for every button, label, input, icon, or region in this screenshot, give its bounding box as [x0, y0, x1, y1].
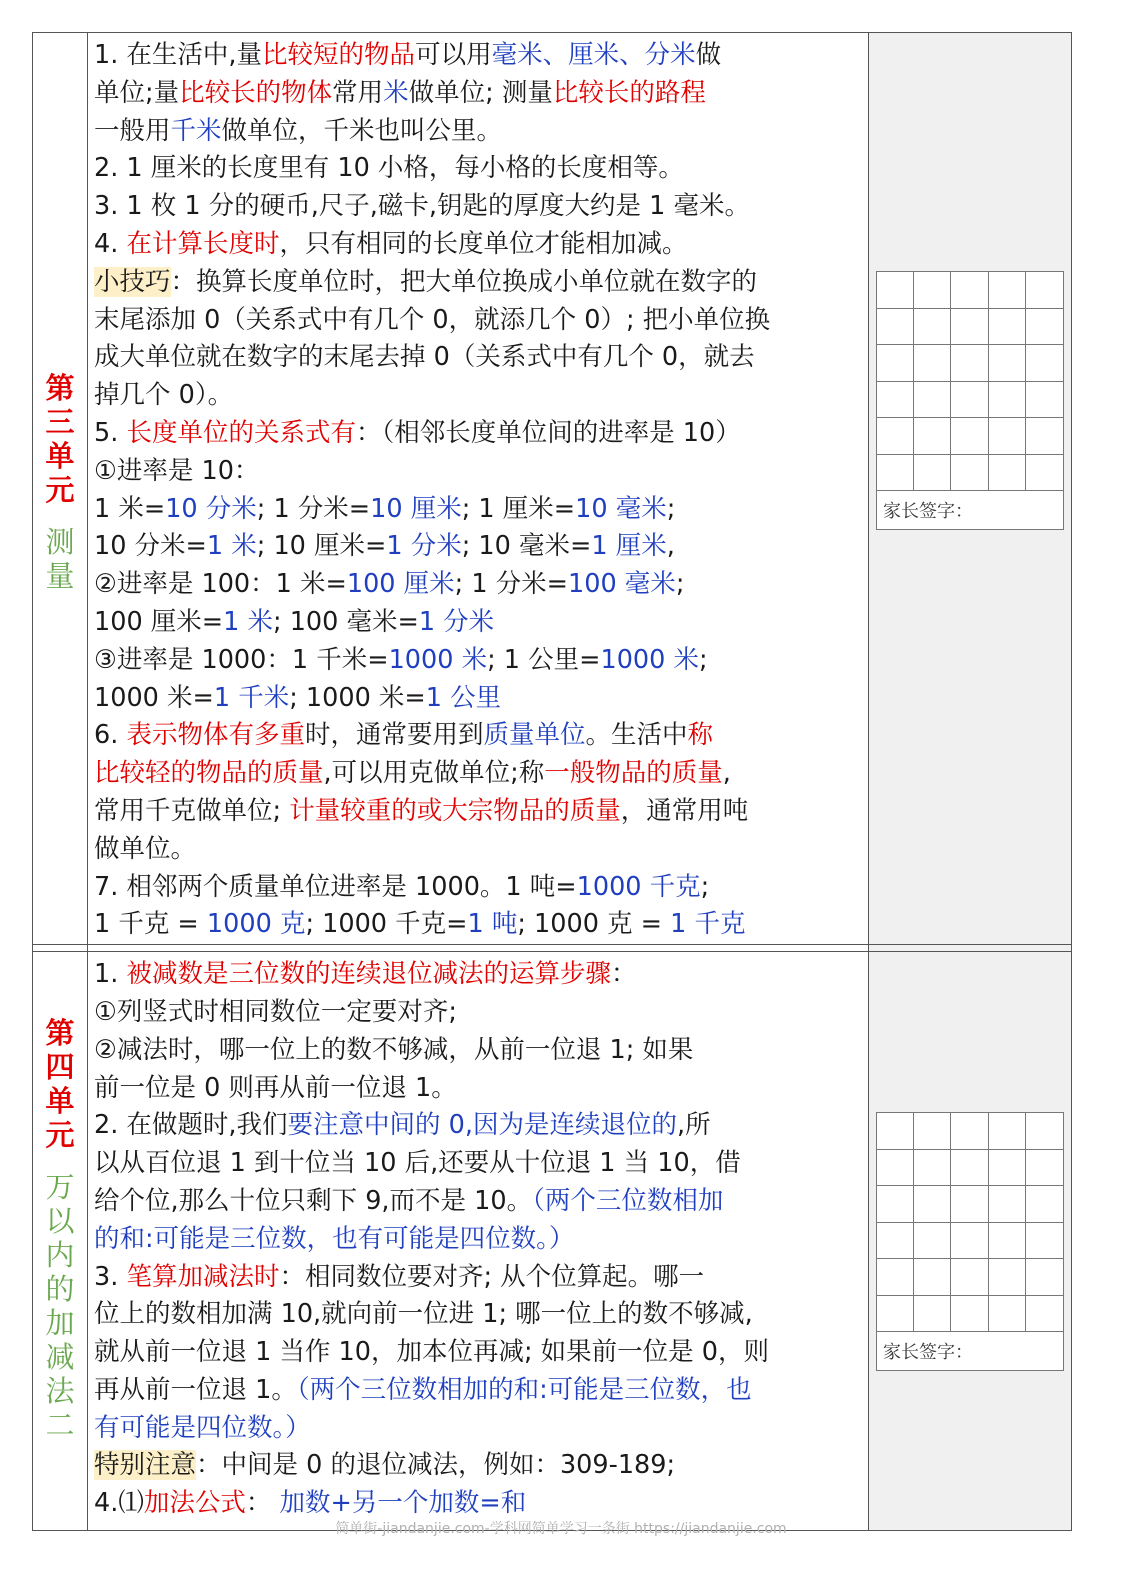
- text-line: [94, 188, 862, 226]
- text-line: [94, 906, 862, 944]
- text-segment: 4.: [94, 228, 127, 259]
- value-phrase: 10 毫米: [575, 493, 667, 524]
- grid-cell[interactable]: [1026, 272, 1063, 309]
- text-segment: 1 米=: [94, 493, 166, 524]
- grid-cell[interactable]: [989, 382, 1026, 419]
- text-line: [94, 1410, 862, 1448]
- value-phrase: 1000 克: [206, 909, 306, 940]
- section-unit-3: [33, 33, 1072, 945]
- value-phrase: （两个三位数相加: [532, 1185, 724, 1216]
- grid-cell[interactable]: [989, 418, 1026, 455]
- unit-title-char: 四: [45, 1050, 75, 1085]
- text-line: [94, 1107, 862, 1145]
- value-phrase: 要注意中间的 0,因为是连续退位的: [287, 1110, 677, 1141]
- grid-cell[interactable]: [877, 1296, 914, 1333]
- text-segment: ;: [700, 871, 710, 902]
- grid-cell[interactable]: [951, 345, 988, 382]
- text-line: [94, 1070, 862, 1108]
- text-segment: 做单位; 测量: [408, 77, 553, 108]
- text-segment: 末尾添加 0（关系式中有几个 0，就添几个 0）; 把小单位换: [94, 304, 771, 335]
- grid-cell[interactable]: [877, 345, 914, 382]
- text-line: [94, 566, 862, 604]
- text-segment: 做单位。: [94, 833, 197, 864]
- key-phrase: 比较长的物体: [179, 77, 333, 108]
- text-segment: 常用千克做单位;: [94, 795, 290, 826]
- grid-cell[interactable]: [877, 1259, 914, 1296]
- text-segment: ; 1 公里=: [487, 644, 601, 675]
- grid-cell[interactable]: [951, 1113, 988, 1150]
- unit-label-cell: [33, 952, 88, 1531]
- value-phrase: 毫米、厘米、分米: [491, 40, 696, 70]
- value-phrase: 米: [383, 77, 409, 108]
- text-line: [94, 264, 862, 302]
- unit-subtitle-char: 加: [45, 1306, 75, 1341]
- grid-cell[interactable]: [914, 272, 951, 309]
- key-phrase: 被减数是三位数的连续退位减法的运算步骤: [126, 959, 611, 990]
- grid-cell[interactable]: [951, 1296, 988, 1333]
- text-segment: 10 分米=: [94, 531, 207, 562]
- unit-label-cell: [33, 33, 88, 945]
- content-text: [88, 952, 868, 1523]
- grid-cell[interactable]: [951, 418, 988, 455]
- text-segment: ;: [675, 569, 685, 600]
- text-segment: ; 1000 克 =: [517, 909, 671, 940]
- text-line: [94, 717, 862, 755]
- grid-cell[interactable]: [914, 309, 951, 346]
- unit-subtitle-char: 二: [45, 1408, 75, 1443]
- unit-subtitle-char: 减: [45, 1340, 75, 1375]
- text-segment: 可以用: [415, 40, 492, 70]
- text-segment: 以从百位退 1 到十位当 10 后,还要从十位退 1 当 10，借: [94, 1148, 741, 1179]
- unit-title-char: 元: [45, 473, 75, 507]
- text-segment: 2. 1 厘米的长度里有 10 小格，每小格的长度相等。: [94, 153, 684, 184]
- value-phrase: 100 毫米: [568, 569, 676, 600]
- text-line: [94, 150, 862, 188]
- grid-cell[interactable]: [989, 1259, 1026, 1296]
- text-line: [94, 226, 862, 264]
- grid-cell[interactable]: [951, 382, 988, 419]
- text-segment: ;: [699, 644, 708, 675]
- grid-cell[interactable]: [989, 1150, 1026, 1187]
- text-segment: 时，通常要用到: [304, 720, 484, 751]
- value-phrase: 千米: [170, 115, 222, 146]
- grid-cell[interactable]: [1026, 1259, 1063, 1296]
- text-segment: 3.: [94, 1261, 127, 1292]
- unit-subtitle-char: 的: [45, 1272, 75, 1307]
- content-text: [88, 33, 868, 944]
- grid-cell[interactable]: [1026, 1113, 1063, 1150]
- key-phrase: 比较长的路程: [552, 77, 706, 108]
- grid-cell[interactable]: [951, 272, 988, 309]
- grid-cell[interactable]: [1026, 455, 1063, 492]
- key-phrase: 比较短的物品: [262, 40, 416, 70]
- practice-grid-box: [876, 1112, 1064, 1371]
- text-segment: 给个位,那么十位只剩下 9,而不是 10。: [94, 1185, 533, 1216]
- grid-cell[interactable]: [951, 1186, 988, 1223]
- text-segment: ,: [722, 758, 731, 789]
- text-segment: ; 1 厘米=: [461, 493, 576, 524]
- grid-cell[interactable]: [914, 345, 951, 382]
- text-segment: 100 厘米=: [94, 606, 224, 637]
- text-segment: 常用: [332, 77, 384, 108]
- parent-signature-label: 家长签字：: [883, 1342, 973, 1364]
- text-segment: ,可以用克做单位;称: [323, 758, 545, 789]
- grid-cell[interactable]: [914, 1150, 951, 1187]
- text-line: [94, 339, 862, 377]
- text-segment: 位上的数相加满 10,就向前一位进 1; 哪一位上的数不够减,: [94, 1299, 753, 1330]
- text-line: [94, 528, 862, 566]
- grid-cell[interactable]: [877, 272, 914, 309]
- grid-cell[interactable]: [1026, 345, 1063, 382]
- value-phrase: 1 千克: [670, 909, 746, 940]
- value-phrase: 1000 千克: [576, 871, 701, 902]
- grid-cell[interactable]: [914, 418, 951, 455]
- grid-cell[interactable]: [989, 1186, 1026, 1223]
- unit-subtitle: [33, 1170, 87, 1442]
- key-phrase: 比较轻的物品的质量: [94, 758, 324, 789]
- text-segment: 再从前一位退 1。: [94, 1374, 297, 1405]
- text-segment: 做: [695, 40, 722, 70]
- text-segment: 成大单位就在数字的末尾去掉 0（关系式中有几个 0，就去: [94, 342, 755, 373]
- grid-cell[interactable]: [1026, 418, 1063, 455]
- unit-subtitle-char: 测: [45, 525, 75, 559]
- text-segment: ; 1000 千克=: [305, 909, 468, 940]
- text-line: [94, 1145, 862, 1183]
- text-segment: 6.: [94, 720, 127, 751]
- value-phrase: 1000 米: [388, 644, 488, 675]
- grid-cell[interactable]: [914, 1296, 951, 1333]
- grid-cell[interactable]: [989, 345, 1026, 382]
- grid-cell[interactable]: [951, 1259, 988, 1296]
- key-phrase: 加法公式: [143, 1488, 246, 1519]
- text-line: [94, 869, 862, 907]
- value-phrase: 1 吨: [467, 909, 518, 940]
- grid-cell[interactable]: [951, 1150, 988, 1187]
- text-segment: 7. 相邻两个质量单位进率是 1000。1 吨=: [94, 871, 577, 902]
- grid-cell[interactable]: [989, 1223, 1026, 1260]
- grid-cell[interactable]: [1026, 1186, 1063, 1223]
- text-line: [94, 994, 862, 1032]
- highlight-label: 特别注意: [94, 1450, 197, 1481]
- value-phrase: 10 分米: [165, 493, 257, 524]
- text-segment: ; 1 分米=: [454, 569, 569, 600]
- value-phrase: 1 米: [223, 606, 273, 637]
- unit-title-char: 第: [45, 1016, 75, 1051]
- text-line: [94, 604, 862, 642]
- text-segment: ;: [666, 493, 676, 524]
- content-cell: [88, 952, 869, 1531]
- text-segment: ①列竖式时相同数位一定要对齐;: [94, 996, 457, 1027]
- grid-cell[interactable]: [914, 382, 951, 419]
- value-phrase: （两个三位数相加的和:可能是三位数，也: [296, 1374, 752, 1405]
- text-segment: ③进率是 1000：1 千米=: [94, 644, 389, 675]
- text-segment: ; 1000 米=: [289, 682, 426, 713]
- text-segment: 5.: [94, 417, 127, 448]
- grid-cell[interactable]: [877, 309, 914, 346]
- text-line: [94, 491, 862, 529]
- key-phrase: 在计算长度时: [126, 228, 280, 259]
- grid-cell[interactable]: [951, 309, 988, 346]
- grid-cell[interactable]: [877, 1223, 914, 1260]
- grid-cell[interactable]: [914, 1259, 951, 1296]
- grid-cell[interactable]: [914, 455, 951, 492]
- unit-subtitle-char: 万: [45, 1170, 75, 1205]
- signature-cell: [869, 952, 1072, 1531]
- section-unit-4: [33, 952, 1072, 1531]
- text-segment: ：: [610, 959, 637, 990]
- text-segment: ②进率是 100：1 米=: [94, 569, 347, 600]
- text-segment: 掉几个 0）。: [94, 380, 234, 411]
- text-segment: ,: [666, 531, 675, 562]
- key-phrase: 称: [687, 720, 714, 751]
- grid-cell[interactable]: [951, 1223, 988, 1260]
- text-segment: ，通常用吨: [620, 795, 749, 826]
- value-phrase: 质量单位: [483, 720, 586, 751]
- value-phrase: 有可能是四位数。）: [94, 1412, 311, 1443]
- grid-cell[interactable]: [877, 1113, 914, 1150]
- text-line: [94, 956, 862, 994]
- unit-subtitle: [33, 525, 87, 593]
- unit-subtitle-char: 法: [45, 1374, 75, 1409]
- grid-cell[interactable]: [877, 1150, 914, 1187]
- value-phrase: 1000 米: [600, 644, 699, 675]
- unit-subtitle-char: 以: [45, 1204, 75, 1239]
- summary-table: [32, 32, 1072, 1531]
- grid-cell[interactable]: [1026, 309, 1063, 346]
- value-phrase: 1 分米: [418, 606, 495, 637]
- text-segment: ②减法时，哪一位上的数不够减，从前一位退 1; 如果: [94, 1034, 694, 1065]
- text-line: [94, 831, 862, 869]
- key-phrase: 一般物品的质量: [544, 758, 723, 789]
- text-line: [94, 755, 862, 793]
- key-phrase: 表示物体有多重: [126, 720, 305, 751]
- text-line: [94, 453, 862, 491]
- grid-cell[interactable]: [1026, 1223, 1063, 1260]
- text-line: [94, 1296, 862, 1334]
- grid-cell[interactable]: [989, 1113, 1026, 1150]
- key-phrase: 计量较重的或大宗物品的质量: [289, 795, 621, 826]
- text-line: [94, 113, 862, 151]
- unit-title-char: 单: [45, 1084, 75, 1119]
- unit-title: [33, 1016, 87, 1152]
- content-cell: [88, 33, 869, 945]
- value-phrase: 1 米: [206, 531, 257, 562]
- text-line: [94, 1372, 862, 1410]
- text-segment: 单位;量: [94, 77, 180, 108]
- text-segment: ：（相邻长度单位间的进率是 10）: [355, 417, 741, 448]
- text-line: [94, 1334, 862, 1372]
- grid-cell[interactable]: [877, 382, 914, 419]
- text-segment: 2. 在做题时,我们: [94, 1110, 288, 1141]
- text-segment: 1. 在生活中,量: [94, 40, 263, 70]
- text-segment: ：: [245, 1488, 280, 1519]
- value-phrase: 加数+另一个加数=和: [279, 1488, 527, 1519]
- grid-cell[interactable]: [989, 455, 1026, 492]
- grid-cell[interactable]: [914, 1186, 951, 1223]
- text-line: [94, 1032, 862, 1070]
- highlight-label: 小技巧: [94, 266, 171, 297]
- value-phrase: 1 公里: [425, 682, 502, 713]
- text-line: [94, 1259, 862, 1297]
- text-segment: ,所: [676, 1110, 711, 1141]
- text-line: [94, 75, 862, 113]
- practice-grid[interactable]: [877, 1113, 1063, 1332]
- practice-grid[interactable]: [877, 272, 1063, 491]
- text-segment: ：相同数位要对齐; 从个位算起。哪一: [279, 1261, 705, 1292]
- grid-cell[interactable]: [1026, 1150, 1063, 1187]
- unit-title-char: 元: [45, 1118, 75, 1153]
- unit-subtitle-char: 内: [45, 1238, 75, 1273]
- grid-cell[interactable]: [951, 455, 988, 492]
- grid-cell[interactable]: [877, 455, 914, 492]
- text-segment: ; 100 毫米=: [273, 606, 419, 637]
- text-segment: 就从前一位退 1 当作 10，加本位再减; 如果前一位是 0，则: [94, 1337, 770, 1368]
- value-phrase: 100 厘米: [346, 569, 455, 600]
- text-line: [94, 1447, 862, 1485]
- signature-cell: [869, 33, 1072, 945]
- key-phrase: 长度单位的关系式有: [126, 417, 356, 448]
- value-phrase: 10 厘米: [370, 493, 462, 524]
- footer-watermark: 简单街-jiandanjie.com-学科网简单学习一条街 https://jiandanjie.com: [335, 1521, 787, 1537]
- text-line: [94, 302, 862, 340]
- value-phrase: 1 千米: [213, 682, 290, 713]
- text-segment: 做单位，千米也叫公里。: [221, 115, 503, 146]
- text-segment: 一般用: [94, 115, 171, 146]
- text-segment: 前一位是 0 则再从前一位退 1。: [94, 1072, 457, 1103]
- text-segment: 4.⑴: [94, 1488, 144, 1519]
- grid-cell[interactable]: [914, 1113, 951, 1150]
- value-phrase: 的和:可能是三位数，也有可能是四位数。）: [94, 1223, 575, 1254]
- grid-cell[interactable]: [989, 309, 1026, 346]
- text-line: [94, 377, 862, 415]
- value-phrase: 1 厘米: [591, 531, 667, 562]
- text-line: [94, 1221, 862, 1259]
- text-line: [94, 1183, 862, 1221]
- unit-title: [33, 371, 87, 507]
- grid-cell[interactable]: [1026, 1296, 1063, 1333]
- text-segment: ，只有相同的长度单位才能相加减。: [279, 228, 688, 259]
- section-separator: [33, 945, 1072, 952]
- text-segment: ; 1 分米=: [256, 493, 371, 524]
- grid-cell[interactable]: [877, 418, 914, 455]
- grid-cell[interactable]: [989, 272, 1026, 309]
- grid-cell[interactable]: [1026, 382, 1063, 419]
- unit-title-char: 三: [45, 405, 75, 439]
- text-segment: 3. 1 枚 1 分的硬币,尺子,磁卡,钥匙的厚度大约是 1 毫米。: [94, 191, 750, 222]
- text-segment: ①进率是 10：: [94, 455, 260, 486]
- text-segment: ; 10 毫米=: [461, 531, 592, 562]
- text-segment: 1000 米=: [94, 682, 214, 713]
- text-segment: 1 千克 =: [94, 909, 207, 940]
- text-line: [94, 37, 862, 75]
- text-line: [94, 793, 862, 831]
- text-segment: ; 10 厘米=: [256, 531, 387, 562]
- text-segment: ：中间是 0 的退位减法，例如：309-189;: [196, 1450, 676, 1481]
- text-segment: ：换算长度单位时，把大单位换成小单位就在数字的: [170, 266, 758, 297]
- text-line: [94, 415, 862, 453]
- grid-cell[interactable]: [989, 1296, 1026, 1333]
- parent-signature-label: 家长签字：: [883, 501, 973, 522]
- grid-cell[interactable]: [914, 1223, 951, 1260]
- unit-title-char: 单: [45, 439, 75, 473]
- text-segment: 1.: [94, 959, 127, 990]
- unit-subtitle-char: 量: [45, 559, 75, 593]
- text-line: [94, 680, 862, 718]
- key-phrase: 笔算加减法时: [126, 1261, 280, 1292]
- text-line: [94, 642, 862, 680]
- practice-grid-box: [876, 271, 1064, 530]
- text-segment: 。生活中: [585, 720, 688, 751]
- value-phrase: 1 分米: [386, 531, 462, 562]
- unit-title-char: 第: [45, 371, 75, 405]
- grid-cell[interactable]: [877, 1186, 914, 1223]
